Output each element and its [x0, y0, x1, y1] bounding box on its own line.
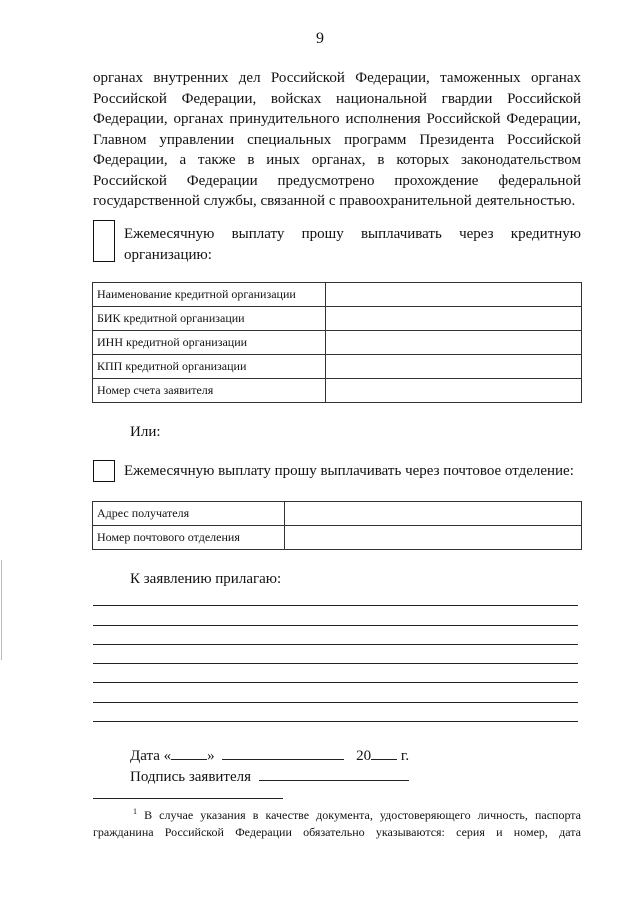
month-blank[interactable]: [222, 745, 344, 760]
table-row: [93, 331, 582, 355]
recipient-address-label: Адрес получателя: [93, 502, 285, 526]
or-label: Или:: [130, 424, 161, 440]
footnote-marker: 1: [133, 807, 137, 816]
kpp-field[interactable]: [326, 355, 582, 379]
signature-line: [130, 766, 409, 786]
inn-label: ИНН кредитной организации: [93, 331, 326, 355]
attachment-line[interactable]: [93, 663, 578, 664]
post-option-text: [124, 461, 581, 482]
intro-line: Главном управлении специальных программ Президента Российской: [93, 131, 581, 148]
post-office-number-field[interactable]: [285, 526, 582, 550]
signature-label: Подпись заявителя: [130, 769, 252, 785]
attachment-line[interactable]: [93, 721, 578, 722]
attachment-line[interactable]: [93, 682, 578, 683]
footnote-line: гражданина Российской Федерации обязательно указываются: серия и номер, дата: [93, 825, 581, 839]
attachment-line[interactable]: [93, 625, 578, 626]
bank-option-line: Ежемесячную выплату прошу выплачивать через кредитную: [124, 226, 581, 242]
bank-option-text: [124, 224, 581, 266]
inn-field[interactable]: [326, 331, 582, 355]
table-row: [93, 502, 582, 526]
bank-option-checkbox[interactable]: [93, 220, 115, 262]
bank-option-line: организацию:: [124, 247, 212, 263]
post-office-number-label: Номер почтового отделения: [93, 526, 285, 550]
year-blank[interactable]: [371, 745, 397, 760]
signature-blank[interactable]: [259, 766, 409, 781]
table-row: [93, 355, 582, 379]
bank-name-field[interactable]: [326, 283, 582, 307]
attachment-line[interactable]: [93, 702, 578, 703]
attachment-line[interactable]: [93, 644, 578, 645]
post-option-checkbox[interactable]: [93, 460, 115, 482]
bank-name-label: Наименование кредитной организации: [93, 283, 326, 307]
year-suffix: г.: [400, 748, 410, 764]
account-number-label: Номер счета заявителя: [93, 379, 326, 403]
account-number-field[interactable]: [326, 379, 582, 403]
year-prefix: 20: [356, 748, 372, 764]
footnote-line: [93, 803, 581, 824]
date-line: [130, 745, 409, 765]
post-option-line: Ежемесячную выплату прошу выплачивать через почтовое отделение:: [124, 463, 574, 479]
intro-line: органах внутренних дел Российской Федерации, таможенных органах: [93, 70, 581, 86]
kpp-label: КПП кредитной организации: [93, 355, 326, 379]
page-number: 9: [316, 30, 324, 47]
table-row: [93, 307, 582, 331]
table-row: [93, 526, 582, 550]
intro-line: Российской Федерации, войсках национальной гвардии Российской: [93, 90, 581, 107]
date-prefix: Дата «: [130, 748, 172, 764]
intro-line: государственной службы, связанной с правоохранительной деятельностью.: [93, 193, 576, 209]
footnote: [93, 803, 581, 841]
intro-line: Российской Федерации предусмотрено прохождение федеральной: [93, 172, 581, 189]
scan-margin-mark: [1, 560, 2, 660]
table-row: [93, 283, 582, 307]
intro-line: Федерации, органах принудительного исполнения Российской Федерации,: [93, 111, 581, 127]
day-blank[interactable]: [171, 745, 207, 760]
table-row: [93, 379, 582, 403]
footnote-text-1: В случае указания в качестве документа, удостоверяющего личность, паспорта: [144, 808, 581, 822]
intro-line: Федерации, а также в иных органах, в которых законодательством: [93, 152, 581, 168]
bank-details-table: [92, 282, 582, 403]
bik-label: БИК кредитной организации: [93, 307, 326, 331]
attachments-label: К заявлению прилагаю:: [130, 571, 282, 587]
bik-field[interactable]: [326, 307, 582, 331]
intro-paragraph: [93, 68, 581, 212]
footnote-separator: [93, 798, 283, 799]
post-details-table: [92, 501, 582, 550]
attachment-line[interactable]: [93, 605, 578, 606]
date-mid: »: [207, 748, 215, 764]
recipient-address-field[interactable]: [285, 502, 582, 526]
